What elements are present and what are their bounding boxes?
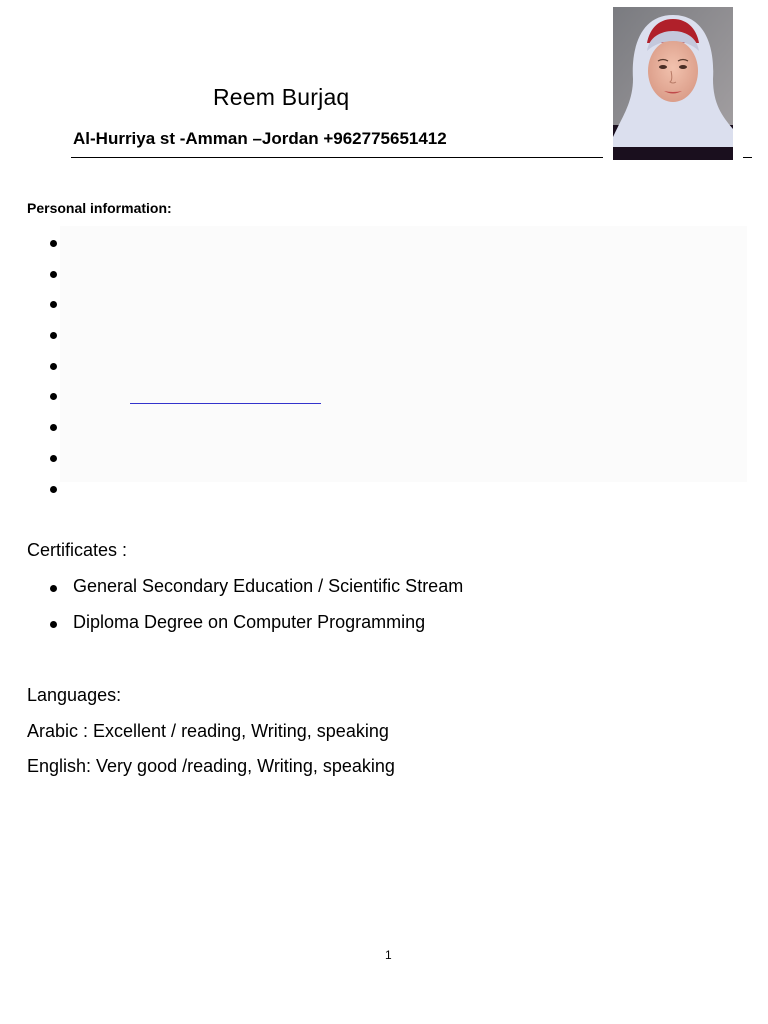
certificate-item: Diploma Degree on Computer Programming xyxy=(73,612,426,632)
certificate-item: General Secondary Education / Scientific Stream xyxy=(73,576,464,596)
personal-information-list xyxy=(45,229,645,505)
list-item xyxy=(45,444,645,475)
page-number: 1 xyxy=(385,948,392,962)
bullet-icon xyxy=(50,486,57,493)
bullet-icon xyxy=(50,363,57,370)
bullet-icon xyxy=(50,240,57,247)
personal-information-heading: Personal information: xyxy=(27,200,172,216)
bullet-icon xyxy=(50,621,57,628)
bullet-icon xyxy=(50,393,57,400)
language-arabic: Arabic : Excellent / reading, Writing, speaking xyxy=(27,721,389,741)
language-english: English: Very good /reading, Writing, speaking xyxy=(27,756,395,776)
list-item xyxy=(45,352,645,383)
bullet-icon xyxy=(50,332,57,339)
email-link-underline[interactable] xyxy=(130,403,321,404)
list-item xyxy=(45,413,645,444)
header-divider xyxy=(71,157,603,158)
list-item xyxy=(45,475,645,506)
list-item xyxy=(45,321,645,352)
bullet-icon xyxy=(50,271,57,278)
contact-address: Al-Hurriya st -Amman –Jordan +962775651412 xyxy=(73,129,447,148)
certificates-heading: Certificates : xyxy=(27,540,128,560)
list-item xyxy=(45,382,645,413)
applicant-name: Reem Burjaq xyxy=(213,84,350,110)
bullet-icon xyxy=(50,585,57,592)
list-item xyxy=(45,290,645,321)
bullet-icon xyxy=(50,455,57,462)
list-item xyxy=(45,229,645,260)
bullet-icon xyxy=(50,301,57,308)
bullet-icon xyxy=(50,424,57,431)
profile-photo xyxy=(613,7,733,160)
languages-heading: Languages: xyxy=(27,685,122,705)
list-item xyxy=(45,260,645,291)
header-divider-tail xyxy=(743,157,752,158)
